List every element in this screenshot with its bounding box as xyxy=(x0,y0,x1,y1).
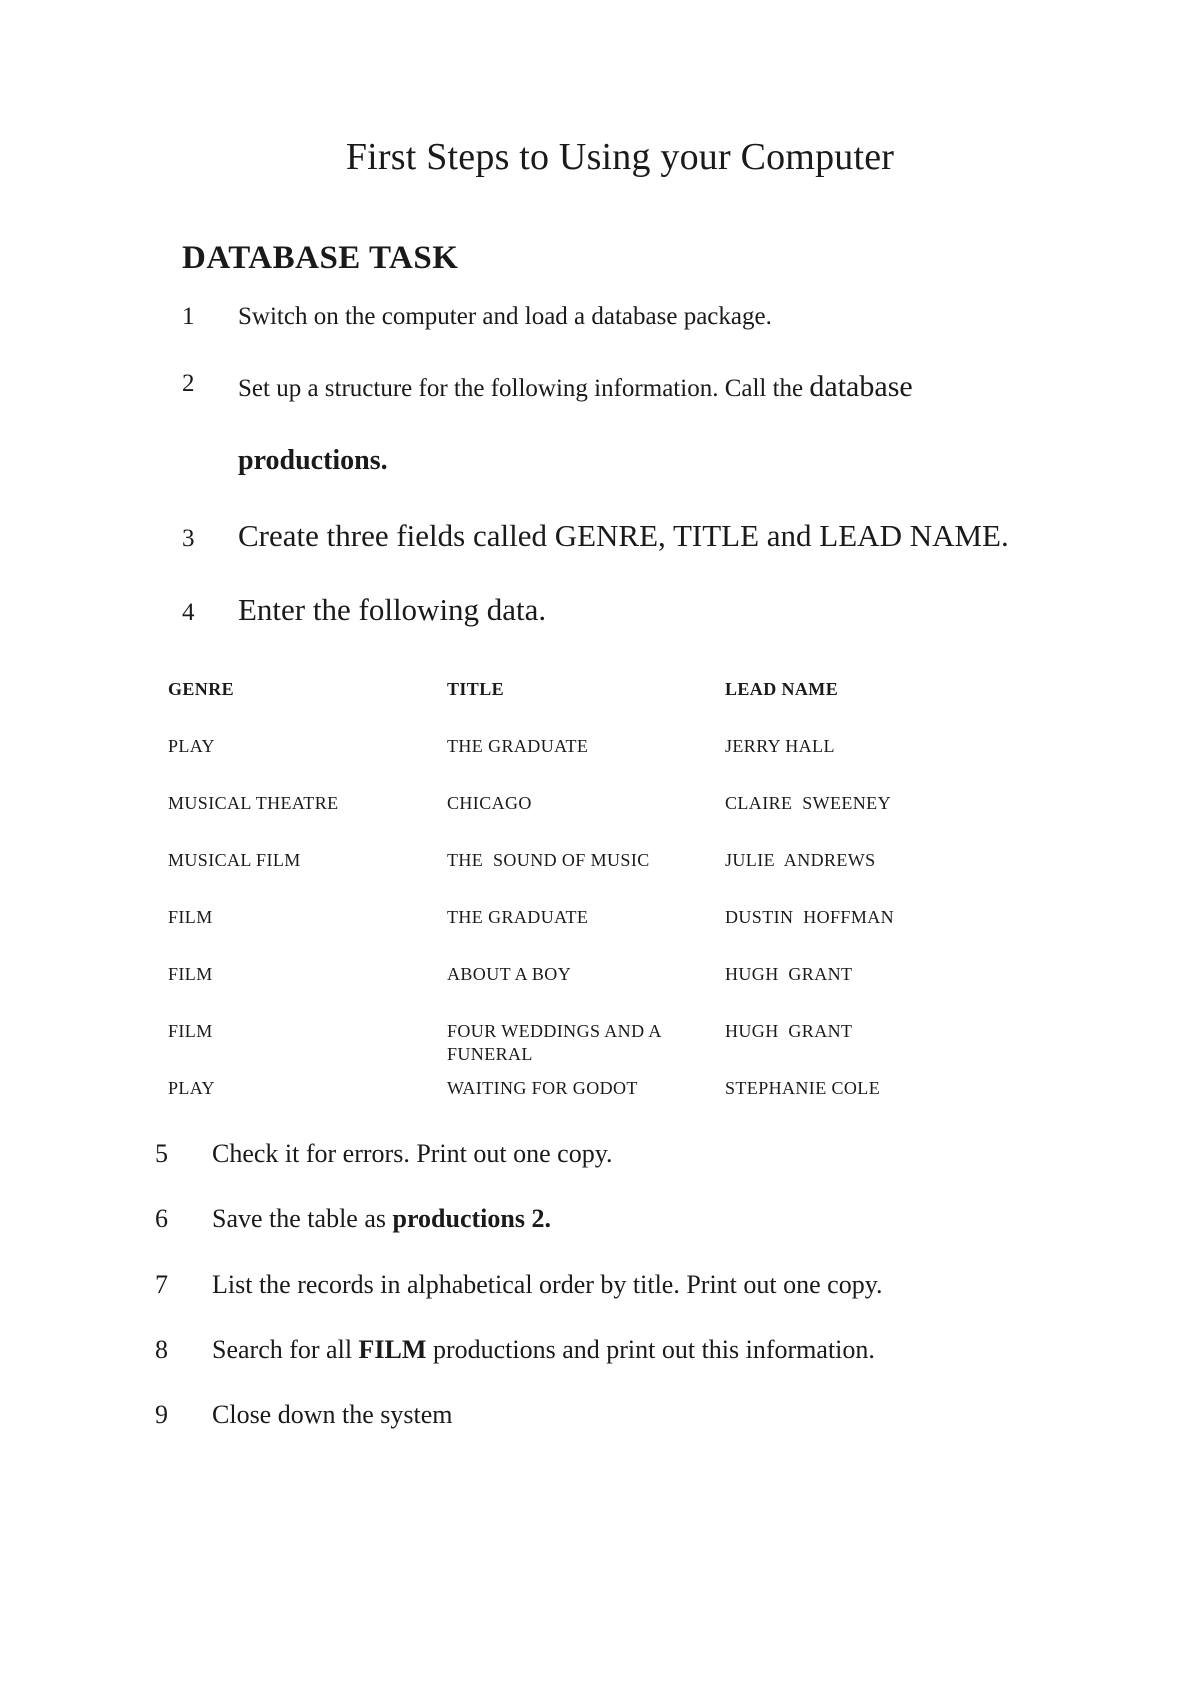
cell-title: ABOUT A BOY xyxy=(447,964,572,984)
section-heading: DATABASE TASK xyxy=(182,240,459,276)
cell-title: WAITING FOR GODOT xyxy=(447,1078,638,1098)
step-number: 9 xyxy=(155,1400,168,1429)
step-text-wrap xyxy=(212,1335,875,1365)
step-number: 8 xyxy=(155,1335,168,1364)
step-text: Switch on the computer and load a database package. xyxy=(238,303,772,330)
cell-genre: PLAY xyxy=(168,736,215,756)
cell-lead-name: STEPHANIE COLE xyxy=(725,1078,881,1098)
step-text-wrap xyxy=(212,1204,551,1234)
step-text: Save the table as xyxy=(212,1204,393,1233)
step-text: productions and print out this information. xyxy=(426,1335,875,1364)
cell-lead-name: JULIE ANDREWS xyxy=(725,850,876,870)
cell-genre: FILM xyxy=(168,907,213,927)
step-text: Search for all xyxy=(212,1335,359,1364)
cell-title: THE SOUND OF MUSIC xyxy=(447,850,650,870)
column-header-lead-name: LEAD NAME xyxy=(725,679,839,699)
step-number: 3 xyxy=(182,525,195,552)
cell-lead-name: HUGH GRANT xyxy=(725,964,853,984)
cell-genre: MUSICAL FILM xyxy=(168,850,301,870)
step-text: Set up a structure for the following information. Call the xyxy=(238,375,804,402)
step-text: Enter the following data. xyxy=(238,592,547,627)
column-header-genre: GENRE xyxy=(168,679,235,699)
step-text-wrap xyxy=(238,370,913,404)
step-number: 5 xyxy=(155,1139,168,1168)
cell-lead-name: CLAIRE SWEENEY xyxy=(725,793,891,813)
step-number: 6 xyxy=(155,1204,168,1233)
cell-lead-name: DUSTIN HOFFMAN xyxy=(725,907,895,927)
step-number: 7 xyxy=(155,1270,168,1299)
cell-genre: MUSICAL THEATRE xyxy=(168,793,339,813)
cell-lead-name: JERRY HALL xyxy=(725,736,835,756)
cell-lead-name: HUGH GRANT xyxy=(725,1021,853,1041)
step-text: Create three fields called GENRE, TITLE and LEAD NAME. xyxy=(238,518,1009,553)
database-name: productions. xyxy=(238,445,388,476)
step-text-emphasis: database xyxy=(809,370,913,403)
page-title: First Steps to Using your Computer xyxy=(345,136,895,178)
column-header-title: TITLE xyxy=(447,679,505,699)
step-number: 1 xyxy=(182,303,195,330)
cell-title: THE GRADUATE xyxy=(447,736,589,756)
step-text: Close down the system xyxy=(212,1400,453,1429)
cell-genre: FILM xyxy=(168,1021,213,1041)
step-number: 4 xyxy=(182,599,195,626)
step-text: List the records in alphabetical order by title. Print out one copy. xyxy=(212,1270,883,1299)
cell-title: THE GRADUATE xyxy=(447,907,589,927)
table-name: productions 2. xyxy=(392,1204,551,1233)
step-text: Check it for errors. Print out one copy. xyxy=(212,1139,613,1168)
search-term: FILM xyxy=(358,1335,427,1364)
cell-title: FOUR WEDDINGS AND A FUNERAL xyxy=(447,1021,662,1064)
cell-genre: FILM xyxy=(168,964,213,984)
cell-title: CHICAGO xyxy=(447,793,532,813)
cell-genre: PLAY xyxy=(168,1078,215,1098)
step-number: 2 xyxy=(182,370,195,397)
